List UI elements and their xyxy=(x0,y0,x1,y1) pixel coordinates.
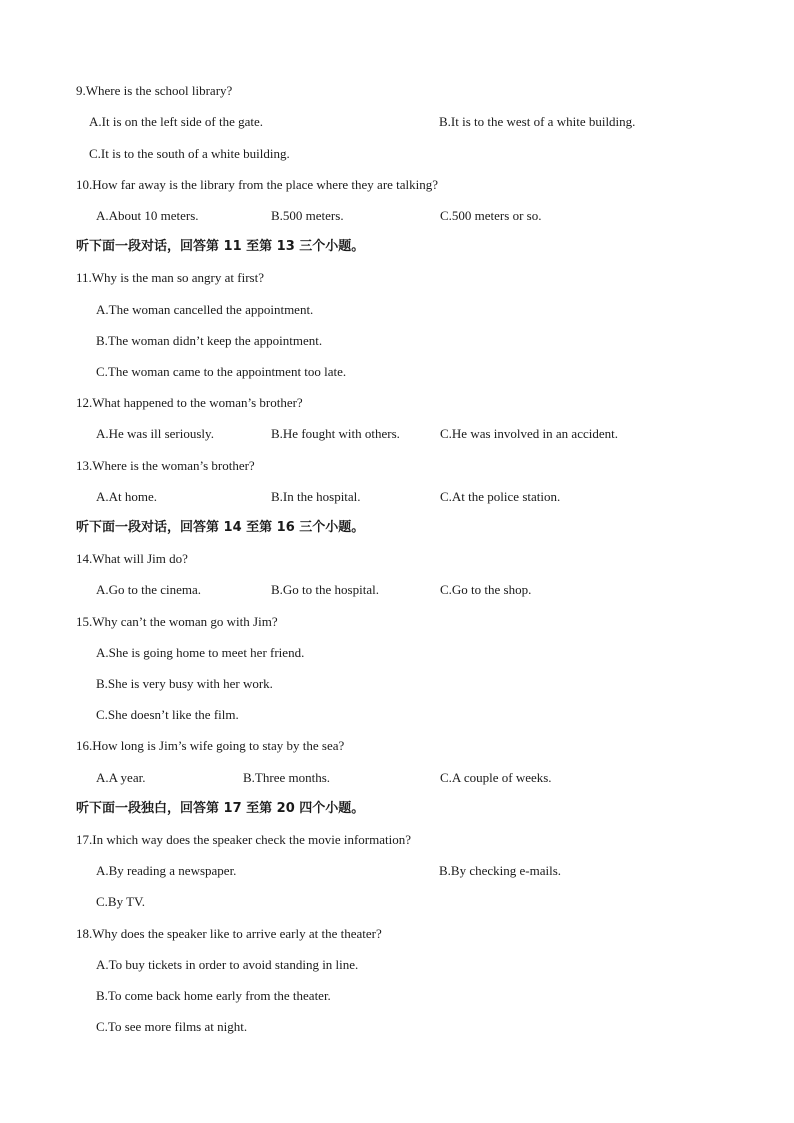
option-c: C.By TV. xyxy=(96,894,146,909)
option-b: B.By checking e-mails. xyxy=(439,863,562,878)
option-a: A.Go to the cinema. xyxy=(96,582,202,597)
question-stem: 18.Why does the speaker like to arrive early at the theater? xyxy=(76,926,382,941)
section-heading: 听下面一段对话，回答第 14 至第 16 三个小题。 xyxy=(76,520,365,535)
option-b: B.The woman didn’t keep the appointment. xyxy=(96,333,323,348)
option-b: B.Three months. xyxy=(243,770,331,785)
option-a: A.At home. xyxy=(96,489,158,504)
question-stem: 17.In which way does the speaker check the movie information? xyxy=(76,832,411,847)
question-stem: 14.What will Jim do? xyxy=(76,551,188,566)
option-b: B.Go to the hospital. xyxy=(271,582,379,597)
option-c: C.He was involved in an accident. xyxy=(440,426,618,441)
question-stem: 11.Why is the man so angry at first? xyxy=(76,270,264,285)
option-c: C.At the police station. xyxy=(440,489,561,504)
question-stem: 12.What happened to the woman’s brother? xyxy=(76,395,303,410)
option-a: A.The woman cancelled the appointment. xyxy=(96,302,314,317)
option-b: B.500 meters. xyxy=(271,208,344,223)
option-a: A.About 10 meters. xyxy=(96,208,199,223)
option-a: A.By reading a newspaper. xyxy=(96,863,237,878)
option-c: C.The woman came to the appointment too late. xyxy=(96,364,347,379)
option-a: A.It is on the left side of the gate. xyxy=(89,114,264,129)
option-b: B.In the hospital. xyxy=(271,489,361,504)
option-c: C.Go to the shop. xyxy=(440,582,532,597)
option-c: C.A couple of weeks. xyxy=(440,770,552,785)
option-a: A.To buy tickets in order to avoid standing in line. xyxy=(96,957,359,972)
option-c: C.To see more films at night. xyxy=(96,1019,248,1034)
question-stem: 10.How far away is the library from the place where they are talking? xyxy=(76,177,439,192)
section-heading: 听下面一段对话，回答第 11 至第 13 三个小题。 xyxy=(76,239,365,254)
section-heading: 听下面一段独白，回答第 17 至第 20 四个小题。 xyxy=(76,801,365,816)
option-a: A.She is going home to meet her friend. xyxy=(96,645,305,660)
option-c: C.500 meters or so. xyxy=(440,208,542,223)
option-b: B.It is to the west of a white building. xyxy=(439,114,636,129)
option-a: A.He was ill seriously. xyxy=(96,426,214,441)
option-c: C.It is to the south of a white building. xyxy=(89,146,290,161)
question-stem: 16.How long is Jim’s wife going to stay by the sea? xyxy=(76,738,345,753)
option-c: C.She doesn’t like the film. xyxy=(96,707,239,722)
option-b: B.To come back home early from the theater. xyxy=(96,988,331,1003)
question-stem: 15.Why can’t the woman go with Jim? xyxy=(76,614,278,629)
option-b: B.She is very busy with her work. xyxy=(96,676,273,691)
question-stem: 9.Where is the school library? xyxy=(76,83,233,98)
option-b: B.He fought with others. xyxy=(271,426,400,441)
option-a: A.A year. xyxy=(96,770,146,785)
question-stem: 13.Where is the woman’s brother? xyxy=(76,458,255,473)
